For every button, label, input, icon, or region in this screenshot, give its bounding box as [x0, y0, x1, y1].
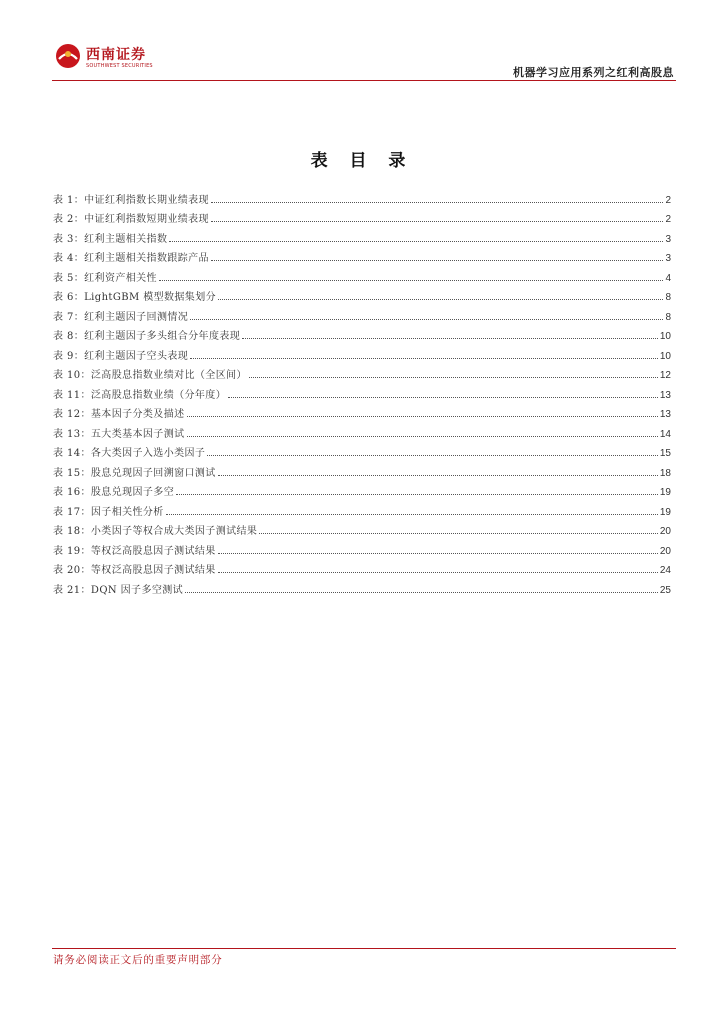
toc-entry[interactable] — [53, 420, 671, 440]
toc-leader-dots — [249, 377, 658, 378]
toc-entry-label: 表 4：红利主题相关指数跟踪产品 — [53, 253, 209, 264]
toc-entry[interactable] — [53, 537, 671, 557]
toc-leader-dots — [185, 592, 658, 593]
toc-leader-dots — [211, 202, 663, 203]
toc-leader-dots — [190, 358, 658, 359]
toc-entry-label: 表 21：DQN 因子多空测试 — [53, 584, 184, 596]
toc-entry-label: 表 3：红利主题相关指数 — [53, 233, 168, 245]
toc-entry[interactable] — [53, 303, 671, 323]
toc-entry-page: 2 — [665, 214, 671, 225]
toc-entry-page: 13 — [659, 409, 671, 420]
toc-leader-dots — [228, 397, 658, 398]
toc-leader-dots — [218, 475, 658, 476]
toc-entry[interactable] — [53, 186, 671, 206]
toc-entry[interactable] — [53, 576, 671, 596]
table-of-tables — [53, 186, 671, 596]
toc-entry-label: 表 5：红利资产相关性 — [53, 272, 157, 284]
report-title: 机器学习应用系列之红利高股息 — [513, 66, 674, 79]
toc-entry-page: 4 — [665, 272, 671, 284]
toc-leader-dots — [218, 572, 658, 573]
brand-name-cn: 西南证券 — [86, 47, 146, 63]
company-logo-icon — [55, 43, 81, 69]
toc-entry-page: 8 — [665, 292, 671, 303]
toc-leader-dots — [166, 514, 658, 515]
toc-entry-page: 3 — [665, 253, 671, 264]
toc-entry-page: 10 — [659, 331, 671, 342]
toc-leader-dots — [169, 241, 663, 242]
toc-entry-label: 表 1：中证红利指数长期业绩表现 — [53, 194, 209, 206]
toc-leader-dots — [218, 299, 663, 300]
toc-entry-label: 表 13：五大类基本因子测试 — [53, 428, 185, 440]
company-logo — [55, 43, 165, 75]
toc-leader-dots — [218, 553, 658, 554]
toc-entry-label: 表 9：红利主题因子空头表现 — [53, 350, 189, 362]
toc-entry-label: 表 8：红利主题因子多头组合分年度表现 — [53, 331, 241, 342]
toc-entry-label: 表 12：基本因子分类及描述 — [53, 409, 185, 420]
toc-entry-page: 24 — [659, 565, 671, 576]
toc-entry-page: 15 — [659, 448, 671, 459]
toc-entry[interactable] — [53, 264, 671, 284]
header-divider — [52, 80, 676, 81]
page-header — [0, 0, 724, 90]
toc-leader-dots — [211, 221, 663, 222]
toc-entry[interactable] — [53, 245, 671, 265]
footer-notice: 请务必阅读正文后的重要声明部分 — [53, 954, 223, 966]
toc-entry-page: 25 — [659, 584, 671, 596]
toc-leader-dots — [159, 280, 663, 281]
toc-entry[interactable] — [53, 284, 671, 304]
toc-entry-page: 19 — [659, 506, 671, 518]
toc-entry[interactable] — [53, 401, 671, 421]
toc-entry-page: 2 — [665, 194, 671, 206]
toc-entry-page: 14 — [659, 428, 671, 440]
toc-leader-dots — [187, 436, 658, 437]
toc-leader-dots — [176, 494, 658, 495]
toc-entry-page: 18 — [659, 467, 671, 479]
toc-entry-label: 表 15：股息兑现因子回溯窗口测试 — [53, 467, 216, 479]
toc-leader-dots — [242, 338, 658, 339]
toc-entry-label: 表 2：中证红利指数短期业绩表现 — [53, 214, 209, 225]
toc-entry-page: 8 — [665, 311, 671, 323]
toc-entry-label: 表 17：因子相关性分析 — [53, 506, 164, 518]
toc-entry[interactable] — [53, 225, 671, 245]
toc-entry-page: 10 — [659, 350, 671, 362]
toc-entry[interactable] — [53, 323, 671, 343]
toc-entry-page: 19 — [659, 487, 671, 498]
toc-entry-label: 表 18：小类因子等权合成大类因子测试结果 — [53, 526, 258, 537]
toc-entry-label: 表 20：等权泛高股息因子测试结果 — [53, 565, 216, 576]
toc-entry[interactable] — [53, 557, 671, 577]
toc-entry-label: 表 7：红利主题因子回测情况 — [53, 311, 189, 323]
toc-entry-label: 表 11：泛高股息指数业绩（分年度） — [53, 389, 227, 401]
toc-entry-label: 表 14：各大类因子入选小类因子 — [53, 448, 206, 459]
toc-leader-dots — [190, 319, 663, 320]
toc-entry[interactable] — [53, 518, 671, 538]
toc-entry[interactable] — [53, 479, 671, 499]
toc-entry-label: 表 10：泛高股息指数业绩对比（全区间） — [53, 370, 247, 381]
toc-entry[interactable] — [53, 498, 671, 518]
toc-entry[interactable] — [53, 342, 671, 362]
toc-entry-page: 12 — [659, 370, 671, 381]
toc-entry[interactable] — [53, 459, 671, 479]
toc-leader-dots — [259, 533, 658, 534]
toc-entry-page: 13 — [659, 389, 671, 401]
toc-entry-label: 表 16：股息兑现因子多空 — [53, 487, 175, 498]
toc-entry[interactable] — [53, 362, 671, 382]
toc-entry[interactable] — [53, 440, 671, 460]
toc-leader-dots — [187, 416, 658, 417]
toc-entry-page: 3 — [665, 233, 671, 245]
toc-title: 表 目 录 — [310, 151, 414, 171]
toc-entry-page: 20 — [659, 545, 671, 557]
toc-entry-label: 表 6：LightGBM 模型数据集划分 — [53, 292, 216, 303]
brand-name-en: SOUTHWEST SECURITIES — [86, 63, 153, 69]
footer-divider — [52, 948, 676, 949]
toc-entry-label: 表 19：等权泛高股息因子测试结果 — [53, 545, 216, 557]
toc-leader-dots — [211, 260, 663, 261]
toc-leader-dots — [207, 455, 658, 456]
toc-entry[interactable] — [53, 206, 671, 226]
toc-entry[interactable] — [53, 381, 671, 401]
toc-entry-page: 20 — [659, 526, 671, 537]
